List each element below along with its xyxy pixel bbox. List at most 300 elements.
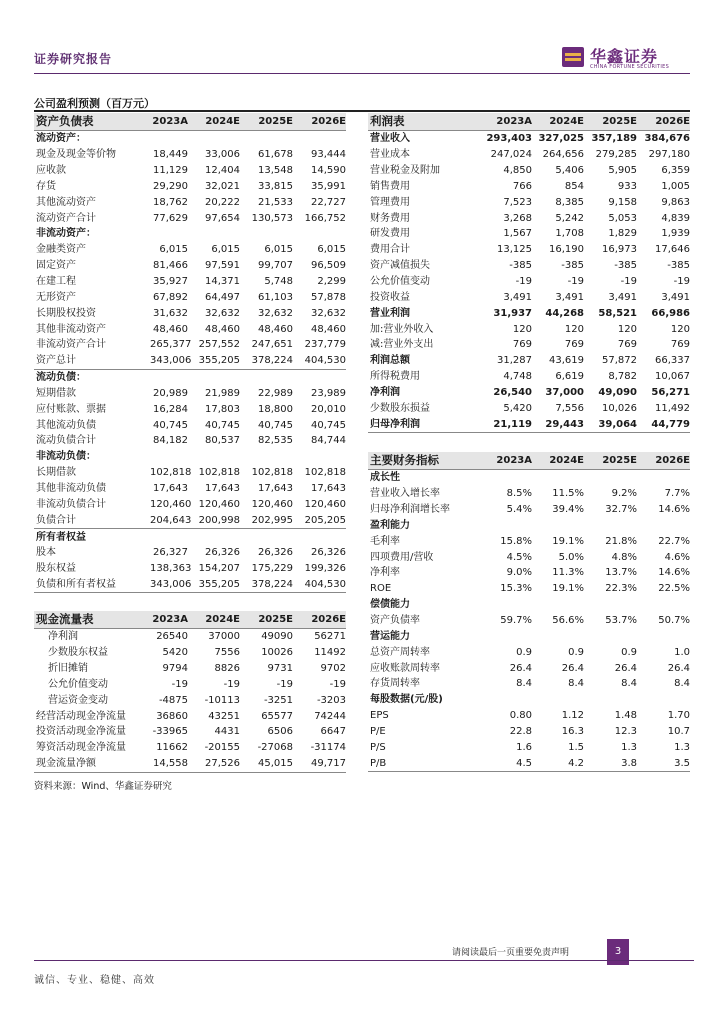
- cell-value: 384,676: [644, 133, 690, 145]
- cell-value: 9,863: [661, 196, 690, 208]
- cell-value: [637, 628, 690, 644]
- table-row: [34, 661, 346, 677]
- table-row: [34, 210, 346, 226]
- cell-value: -33965: [152, 726, 188, 738]
- table-row: [34, 258, 346, 274]
- row-label: 折旧摊销: [48, 663, 88, 675]
- row-label: 营业收入: [370, 133, 410, 145]
- table-row: [368, 739, 690, 755]
- cell-value: -19: [567, 276, 584, 288]
- cell-value: 404,530: [293, 577, 346, 593]
- cell-value: 21,533: [258, 196, 293, 208]
- cell-value: 120: [564, 323, 584, 335]
- table-row: [34, 179, 346, 195]
- cell-value: [484, 692, 532, 708]
- cell-value: [532, 628, 584, 644]
- cell-value: 11,129: [153, 165, 188, 177]
- cell-value: 237,779: [304, 339, 346, 351]
- table-title: 现金流量表: [34, 611, 150, 629]
- cell-value: 120: [670, 323, 690, 335]
- table-row: [368, 226, 690, 242]
- cell-value: 12,404: [205, 165, 240, 177]
- table-row: [34, 386, 346, 402]
- cell-value: 99,707: [258, 260, 293, 272]
- cell-value: 49090: [261, 631, 293, 643]
- cell-value: 7.7%: [664, 488, 690, 500]
- cell-value: [584, 628, 637, 644]
- cell-value: 66,337: [655, 355, 690, 367]
- cell-value: 5,420: [503, 402, 532, 414]
- table-row: [34, 321, 346, 337]
- cell-value: 44,779: [637, 416, 690, 432]
- row-label: 销售费用: [370, 180, 410, 192]
- cell-value: 1.12: [561, 710, 584, 722]
- cell-value: 22,989: [258, 387, 293, 399]
- row-label: 少数股东权益: [48, 647, 108, 659]
- table-row: [368, 470, 690, 486]
- cell-value: 31,937: [493, 307, 532, 319]
- cell-value: 20,989: [153, 387, 188, 399]
- table-row: [368, 163, 690, 179]
- cell-value: 13,125: [497, 244, 532, 256]
- cell-value: [484, 628, 532, 644]
- row-label: 股本: [36, 547, 56, 559]
- cell-value: 19.1%: [552, 535, 584, 547]
- column-header: 2025E: [240, 611, 293, 629]
- cell-value: 5,242: [555, 212, 584, 224]
- row-label: 存货周转率: [370, 678, 420, 690]
- cell-value: 264,656: [542, 149, 584, 161]
- cell-value: 26.4: [561, 662, 584, 674]
- cell-value: 64,497: [205, 291, 240, 303]
- cell-value: 5.0%: [558, 551, 584, 563]
- row-label: 偿债能力: [370, 599, 410, 611]
- cell-value: -19: [171, 678, 188, 690]
- cell-value: 154,207: [198, 563, 240, 575]
- page-number: 3: [607, 939, 629, 965]
- table-row: [368, 321, 690, 337]
- column-header: 2023A: [484, 452, 532, 470]
- header-divider: [34, 73, 690, 74]
- cell-value: 43,619: [549, 355, 584, 367]
- cell-value: 1,005: [661, 180, 690, 192]
- table-row: [368, 660, 690, 676]
- table-row: [368, 305, 690, 321]
- row-label: 金融类资产: [36, 244, 86, 256]
- cell-value: 14,590: [311, 165, 346, 177]
- row-label: 成长性: [370, 472, 400, 484]
- cell-value: 257,552: [198, 339, 240, 351]
- cell-value: 8,782: [608, 371, 637, 383]
- table-row: [368, 289, 690, 305]
- cell-value: 61,103: [258, 291, 293, 303]
- cell-value: 6647: [320, 726, 346, 738]
- cell-value: -19: [620, 276, 637, 288]
- cell-value: 9.2%: [611, 488, 637, 500]
- cell-value: [637, 518, 690, 534]
- cell-value: 26,540: [493, 386, 532, 398]
- cell-value: 327,025: [538, 133, 584, 145]
- cell-value: 13.7%: [605, 567, 637, 579]
- column-header: 2026E: [293, 113, 346, 131]
- cell-value: 357,189: [591, 133, 637, 145]
- cell-value: 769: [512, 339, 532, 351]
- cell-value: 9.0%: [506, 567, 532, 579]
- cell-value: 1.5: [568, 741, 584, 753]
- cell-value: 279,285: [595, 149, 637, 161]
- table-row: [368, 179, 690, 195]
- cell-value: 17,643: [258, 482, 293, 494]
- table-row: [368, 400, 690, 416]
- row-label: 少数股东损益: [370, 402, 430, 414]
- cell-value: 343,006: [150, 577, 188, 593]
- cell-value: [240, 131, 293, 147]
- cell-value: [150, 529, 188, 545]
- cell-value: [584, 597, 637, 613]
- table-row: [34, 465, 346, 481]
- row-label: 投资收益: [370, 291, 410, 303]
- cell-value: 26,327: [153, 547, 188, 559]
- row-label: 长期股权投资: [36, 307, 96, 319]
- cell-value: 18,762: [153, 196, 188, 208]
- row-label: 其他流动负债: [36, 419, 96, 431]
- column-header: 2023A: [150, 113, 188, 131]
- cell-value: [188, 529, 240, 545]
- cell-value: 48,460: [153, 323, 188, 335]
- cell-value: 10.7: [667, 725, 690, 737]
- cell-value: 4431: [214, 726, 240, 738]
- cell-value: 1.3: [621, 741, 637, 753]
- cell-value: 27,526: [188, 756, 240, 772]
- cell-value: 6,015: [159, 244, 188, 256]
- cell-value: 29,443: [532, 416, 584, 432]
- cell-value: 202,995: [251, 514, 293, 526]
- table-row: [368, 194, 690, 210]
- cell-value: 102,818: [251, 467, 293, 479]
- cell-value: 4.5%: [506, 551, 532, 563]
- cell-value: 49,090: [598, 386, 637, 398]
- cell-value: -3203: [316, 694, 346, 706]
- cell-value: [293, 449, 346, 465]
- cell-value: 17,803: [205, 403, 240, 415]
- cell-value: 17,643: [205, 482, 240, 494]
- cell-value: 378,224: [240, 577, 293, 593]
- column-header: 2023A: [484, 113, 532, 131]
- table-row: [34, 337, 346, 353]
- row-label: 盈利能力: [370, 519, 410, 531]
- cell-value: [150, 226, 188, 242]
- row-label: 流动负债合计: [36, 435, 96, 447]
- row-label: 资产减值损失: [370, 260, 430, 272]
- cell-value: 36860: [156, 710, 188, 722]
- cell-value: [584, 470, 637, 486]
- cell-value: 10,026: [602, 402, 637, 414]
- cell-value: [484, 597, 532, 613]
- table-row: [34, 561, 346, 577]
- cell-value: 1.0: [674, 646, 690, 658]
- cell-value: 355,205: [198, 355, 240, 367]
- row-label: 应收账款周转率: [370, 662, 440, 674]
- cell-value: [188, 449, 240, 465]
- cell-value: 21.8%: [605, 535, 637, 547]
- cell-value: [293, 131, 346, 147]
- cell-value: 6,015: [317, 244, 346, 256]
- row-label: 净利润: [370, 386, 400, 398]
- row-label: 营业利润: [370, 307, 410, 319]
- row-label: 应付账款、票据: [36, 403, 106, 415]
- cell-value: 21,119: [484, 416, 532, 432]
- cell-value: 404,530: [304, 355, 346, 367]
- cell-value: 11662: [156, 742, 188, 754]
- cell-value: 3,268: [503, 212, 532, 224]
- column-header: 2024E: [188, 611, 240, 629]
- cell-value: 1,939: [661, 228, 690, 240]
- cell-value: 16,973: [602, 244, 637, 256]
- cell-value: -19: [515, 276, 532, 288]
- cell-value: [484, 518, 532, 534]
- cell-value: 39.4%: [552, 504, 584, 516]
- cell-value: 17,643: [153, 482, 188, 494]
- cell-value: 18,800: [258, 403, 293, 415]
- cell-value: 40,745: [153, 419, 188, 431]
- brand-logo-icon: [562, 47, 584, 67]
- cell-value: 13,548: [258, 165, 293, 177]
- table-row: [368, 242, 690, 258]
- cell-value: 6,015: [264, 244, 293, 256]
- cell-value: [293, 226, 346, 242]
- cell-value: 14.6%: [658, 504, 690, 516]
- row-label: 归母净利润增长率: [370, 504, 450, 516]
- row-label: 资产总计: [36, 355, 76, 367]
- table-row: [34, 629, 346, 645]
- table-row: [368, 581, 690, 597]
- cell-value: 17,643: [311, 482, 346, 494]
- cell-value: 3,491: [503, 291, 532, 303]
- cell-value: -385: [561, 260, 584, 272]
- cell-value: 23,989: [311, 387, 346, 399]
- table-row: [34, 577, 346, 593]
- cell-value: 769: [617, 339, 637, 351]
- row-label: 加:营业外收入: [370, 323, 434, 335]
- cell-value: 29,290: [153, 180, 188, 192]
- cell-value: 20,010: [311, 403, 346, 415]
- cell-value: 53.7%: [605, 615, 637, 627]
- cell-value: 26,326: [258, 547, 293, 559]
- cell-value: 32,632: [311, 307, 346, 319]
- cell-value: 102,818: [198, 467, 240, 479]
- cell-value: [150, 131, 188, 147]
- row-label: 四项费用/营收: [370, 551, 434, 563]
- table-row: [368, 486, 690, 502]
- cell-value: -19: [329, 678, 346, 690]
- row-label: 非流动资产合计: [36, 339, 106, 351]
- row-label: 财务费用: [370, 212, 410, 224]
- cell-value: 59.7%: [500, 615, 532, 627]
- table-title: 利润表: [368, 113, 484, 131]
- cell-value: 8.4: [621, 678, 637, 690]
- cell-value: 74244: [314, 710, 346, 722]
- cell-value: 1.48: [614, 710, 637, 722]
- cell-value: 3,491: [608, 291, 637, 303]
- cell-value: 16,284: [153, 403, 188, 415]
- cell-value: 3.8: [584, 755, 637, 771]
- cell-value: 11.3%: [552, 567, 584, 579]
- cell-value: 204,643: [150, 514, 192, 526]
- cell-value: 120,460: [150, 498, 192, 510]
- cell-value: 102,818: [304, 467, 346, 479]
- table-row: [368, 628, 690, 644]
- table-row: [34, 724, 346, 740]
- cell-value: 4.8%: [611, 551, 637, 563]
- cell-value: 56271: [314, 631, 346, 643]
- table-row: [34, 692, 346, 708]
- cell-value: 120,460: [251, 498, 293, 510]
- cell-value: 8.5%: [506, 488, 532, 500]
- cell-value: 6,619: [555, 371, 584, 383]
- cell-value: 32,021: [205, 180, 240, 192]
- row-label: 管理费用: [370, 196, 410, 208]
- cell-value: 3.5: [637, 755, 690, 771]
- table-row: [34, 545, 346, 561]
- table-row: [368, 210, 690, 226]
- cell-value: 138,363: [150, 563, 192, 575]
- cell-value: 247,024: [490, 149, 532, 161]
- cell-value: 84,182: [153, 435, 188, 447]
- cell-value: 15.3%: [500, 583, 532, 595]
- row-label: 应收款: [36, 165, 66, 177]
- cell-value: 84,744: [311, 435, 346, 447]
- table-row: [368, 131, 690, 147]
- table-row: [34, 274, 346, 290]
- cell-value: 96,509: [311, 260, 346, 272]
- column-header: 2023A: [150, 611, 188, 629]
- cash-flow-table: [34, 611, 346, 773]
- cell-value: 265,377: [150, 339, 192, 351]
- row-label: 现金流量净额: [34, 756, 150, 772]
- cell-value: 16,190: [549, 244, 584, 256]
- row-label: 营业成本: [370, 149, 410, 161]
- section-divider: [34, 110, 690, 112]
- cell-value: 1.6: [516, 741, 532, 753]
- cell-value: 61,678: [258, 149, 293, 161]
- cell-value: 31,287: [497, 355, 532, 367]
- cell-value: [532, 470, 584, 486]
- column-header: 2025E: [584, 113, 637, 131]
- cell-value: 80,537: [205, 435, 240, 447]
- cell-value: 40,745: [258, 419, 293, 431]
- report-type-label: 证券研究报告: [34, 52, 113, 66]
- row-label: EPS: [370, 710, 389, 722]
- cell-value: 26,326: [311, 547, 346, 559]
- row-label: 营业收入增长率: [370, 488, 440, 500]
- table-row: [34, 417, 346, 433]
- cell-value: [188, 131, 240, 147]
- row-label: 每股数据(元/股): [370, 694, 443, 706]
- cell-value: 35,991: [311, 180, 346, 192]
- table-row: [368, 533, 690, 549]
- cell-value: [188, 369, 240, 385]
- cell-value: 9794: [162, 663, 188, 675]
- cell-value: 7556: [214, 647, 240, 659]
- cell-value: 56,271: [651, 386, 690, 398]
- row-label: 营运资金变动: [48, 694, 108, 706]
- cell-value: 5.4%: [506, 504, 532, 516]
- row-label: 公允价值变动: [48, 678, 108, 690]
- cell-value: 14,371: [205, 276, 240, 288]
- cell-value: 6506: [267, 726, 293, 738]
- cell-value: 21,989: [205, 387, 240, 399]
- cell-value: 57,872: [602, 355, 637, 367]
- row-label: 流动资产：: [36, 133, 86, 145]
- cell-value: 343,006: [150, 355, 192, 367]
- cell-value: 4,850: [503, 165, 532, 177]
- cell-value: 769: [564, 339, 584, 351]
- table-row: [34, 147, 346, 163]
- cell-value: 45,015: [240, 756, 293, 772]
- cell-value: 9,158: [608, 196, 637, 208]
- table-header-row: [34, 113, 346, 131]
- source-note: 资料来源：Wind、华鑫证券研究: [34, 781, 172, 792]
- cell-value: 58,521: [598, 307, 637, 319]
- row-label: 股东权益: [36, 563, 76, 575]
- cell-value: 120: [512, 323, 532, 335]
- cell-value: 5,748: [264, 276, 293, 288]
- table-row: [368, 337, 690, 353]
- row-label: 流动负债：: [34, 369, 150, 385]
- cell-value: 9702: [320, 663, 346, 675]
- cell-value: 205,205: [304, 514, 346, 526]
- cell-value: [240, 449, 293, 465]
- row-label: 现金及现金等价物: [36, 149, 116, 161]
- row-label: 所得税费用: [370, 371, 420, 383]
- cell-value: 3,491: [661, 291, 690, 303]
- cell-value: 1,829: [608, 228, 637, 240]
- cell-value: 57,878: [311, 291, 346, 303]
- cell-value: 8.4: [516, 678, 532, 690]
- row-label: 公允价值变动: [370, 276, 430, 288]
- table-row: [368, 353, 690, 369]
- table-row: [368, 692, 690, 708]
- brand-name-en: CHINA FORTUNE SECURITIES: [590, 64, 670, 70]
- cell-value: 12.3: [614, 725, 637, 737]
- table-row: [34, 449, 346, 465]
- table-row: [34, 708, 346, 724]
- cell-value: -19: [276, 678, 293, 690]
- cell-value: 1,708: [555, 228, 584, 240]
- cell-value: [532, 518, 584, 534]
- cell-value: 5,406: [555, 165, 584, 177]
- cell-value: 769: [670, 339, 690, 351]
- table-header-row: [368, 113, 690, 131]
- cell-value: 37,000: [545, 386, 584, 398]
- table-row: [34, 194, 346, 210]
- cell-value: 175,229: [251, 563, 293, 575]
- cell-value: -385: [614, 260, 637, 272]
- cell-value: -19: [223, 678, 240, 690]
- cell-value: 166,752: [304, 212, 346, 224]
- table-row: [34, 512, 346, 528]
- cell-value: [637, 597, 690, 613]
- cell-value: 293,403: [486, 133, 532, 145]
- cell-value: 40,745: [311, 419, 346, 431]
- row-label: 利润总额: [370, 355, 410, 367]
- cell-value: 26.4: [614, 662, 637, 674]
- cell-value: 1,567: [503, 228, 532, 240]
- cell-value: [293, 529, 346, 545]
- row-label: 费用合计: [370, 244, 410, 256]
- cell-value: 65577: [261, 710, 293, 722]
- cell-value: 4,748: [503, 371, 532, 383]
